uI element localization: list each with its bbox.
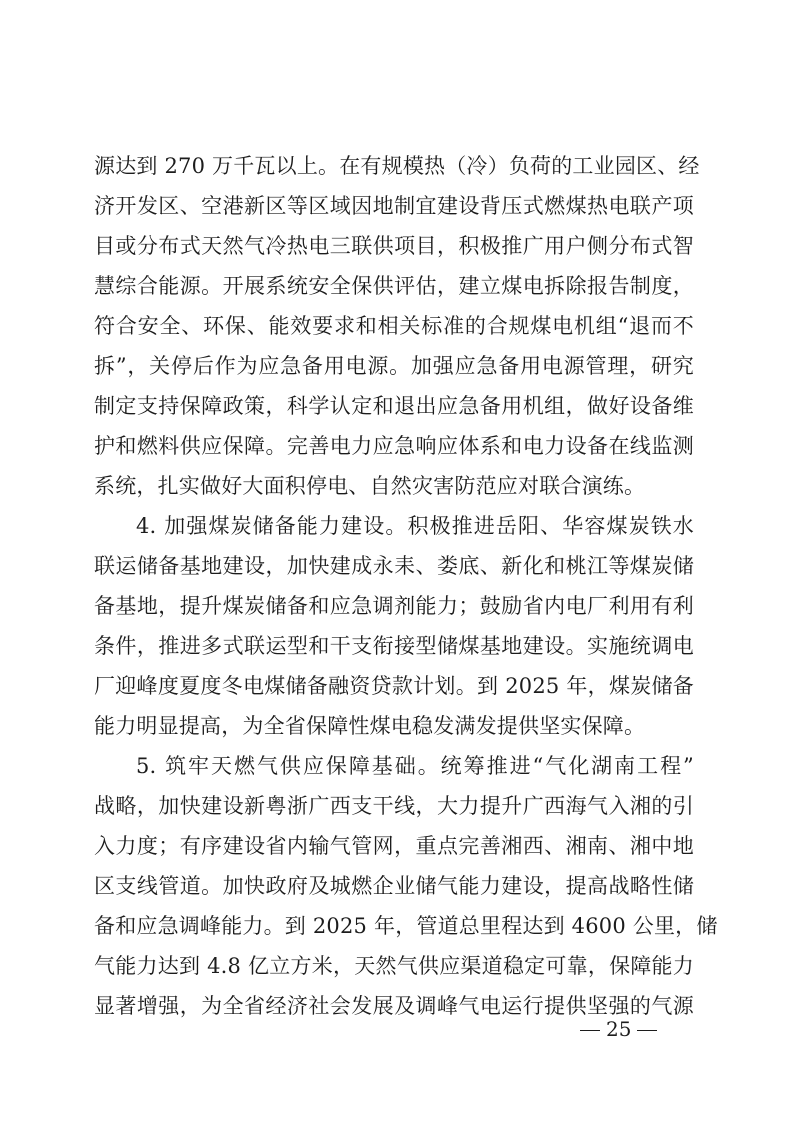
text-line: 联运储备基地建设，加快建成永耒、娄底、新化和桃江等煤炭储 bbox=[94, 554, 694, 578]
text-line: 护和燃料供应保障。完善电力应急响应体系和电力设备在线监测 bbox=[94, 434, 694, 458]
text-line: 备基地，提升煤炭储备和应急调剂能力；鼓励省内电厂利用有利 bbox=[94, 594, 694, 618]
text-line: 源达到 270 万千瓦以上。在有规模热（冷）负荷的工业园区、经 bbox=[94, 154, 700, 178]
text-line: 入力度；有序建设省内输气管网，重点完善湘西、湘南、湘中地 bbox=[94, 834, 694, 858]
page-number bbox=[574, 1014, 663, 1044]
text-line: 系统，扎实做好大面积停电、自然灾害防范应对联合演练。 bbox=[94, 474, 646, 498]
text-line: 备和应急调峰能力。到 2025 年，管道总里程达到 4600 公里，储 bbox=[94, 914, 718, 938]
text-line: 慧综合能源。开展系统安全保供评估，建立煤电拆除报告制度， bbox=[94, 274, 694, 298]
text-line: 拆”，关停后作为应急备用电源。加强应急备用电源管理，研究 bbox=[94, 354, 694, 378]
text-line: 区支线管道。加快政府及城燃企业储气能力建设，提高战略性储 bbox=[94, 874, 694, 898]
text-line: 目或分布式天然气冷热电三联供项目，积极推广用户侧分布式智 bbox=[94, 234, 694, 258]
page-number-value: 25 bbox=[606, 1017, 632, 1041]
text-line: 5. 筑牢天燃气供应保障基础。统筹推进“气化湖南工程” bbox=[136, 754, 694, 778]
text-line: 济开发区、空港新区等区域因地制宜建设背压式燃煤热电联产项 bbox=[94, 194, 694, 218]
text-line: 显著增强，为全省经济社会发展及调峰气电运行提供坚强的气源 bbox=[94, 994, 694, 1018]
text-line: 战略，加快建设新粤浙广西支干线，大力提升广西海气入湘的引 bbox=[94, 794, 694, 818]
text-line: 4. 加强煤炭储备能力建设。积极推进岳阳、华容煤炭铁水 bbox=[136, 514, 694, 538]
text-line: 符合安全、环保、能效要求和相关标准的合规煤电机组“退而不 bbox=[94, 314, 694, 338]
text-line: 能力明显提高，为全省保障性煤电稳发满发提供坚实保障。 bbox=[94, 714, 646, 738]
dash-decoration bbox=[637, 1030, 657, 1031]
text-line: 气能力达到 4.8 亿立方米，天然气供应渠道稳定可靠，保障能力 bbox=[94, 954, 694, 978]
text-line: 制定支持保障政策，科学认定和退出应急备用机组，做好设备维 bbox=[94, 394, 694, 418]
text-line: 条件，推进多式联运型和干支衔接型储煤基地建设。实施统调电 bbox=[94, 634, 694, 658]
dash-decoration bbox=[580, 1030, 600, 1031]
text-line: 厂迎峰度夏度冬电煤储备融资贷款计划。到 2025 年，煤炭储备 bbox=[94, 674, 694, 698]
